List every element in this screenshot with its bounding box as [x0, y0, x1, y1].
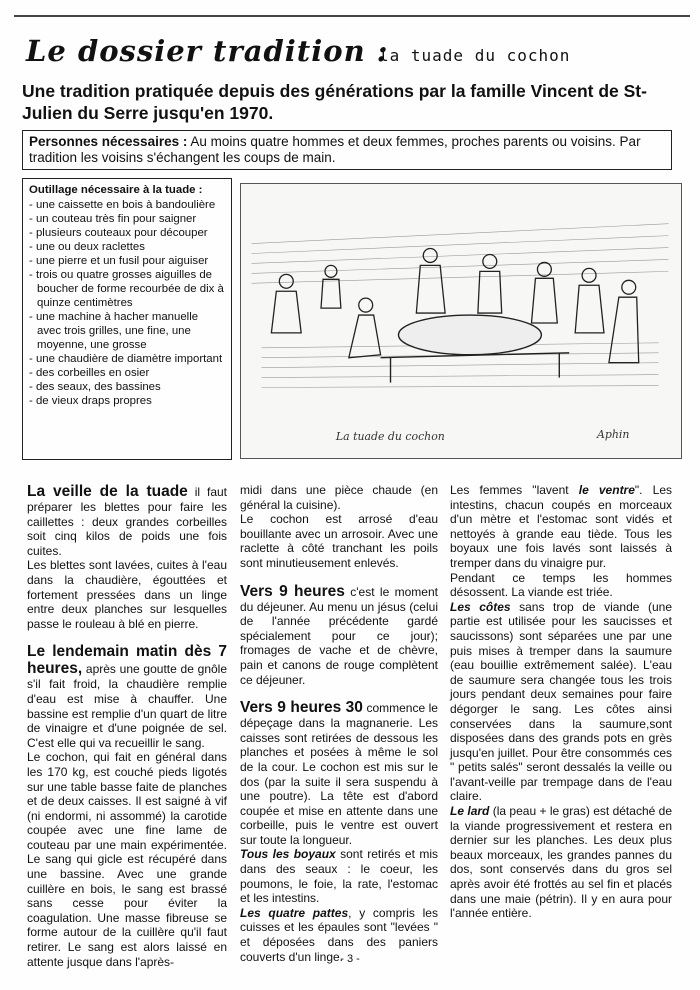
veille-text: il faut préparer les blettes pour faire les caillettes : deux grandes corbeilles soit cinq kilos de poids une fois cuites.: [27, 485, 228, 558]
tool-item: - des seaux, des bassines: [29, 380, 225, 394]
tools-title: Outillage nécessaire à la tuade :: [29, 184, 203, 196]
column-3: [450, 483, 672, 921]
page-number: - 3 -: [340, 953, 360, 965]
pattes-lead: Les quatre pattes: [240, 905, 349, 920]
pattes-text: , y compris les cuisses et les épaules sont "levées " et déposées dans des paniers couverts d'un linge.: [240, 905, 438, 964]
illustration-caption: La tuade du cochon: [335, 430, 445, 444]
dossier-title: Le dossier tradition :: [26, 34, 389, 68]
tool-item: - une ou deux raclettes: [29, 240, 225, 254]
tool-item: - une caissette en bois à bandoulière: [29, 198, 225, 212]
top-rule: [14, 15, 690, 17]
column-2: [240, 483, 438, 964]
lendemain-text: après une goutte de gnôle s'il fait froid, la chaudière remplie d'eau est mise à chauffer. Une bassine est remplie d'un quart de litre de vinaigre et d'une poignée de sel. C'est elle qui va recueillir le sang.: [27, 662, 227, 750]
lendemain-text2: Le cochon, qui fait en général dans les 170 kg, est couché pieds ligotés sur une table basse faite de planches et de deux caisses. Il est saigné à vif (ni endormi, ni assommé) la carotide coupée avec une fine lame de couteau par une main expérimentée. Le sang qui gicle est récupéré dans une bassine. Avec une grande cuillère en bois, le sang est brassé sans cesse pour éviter la coagulation. Une masse fibreuse se forme autour de la cuillère qu'il faut retirer. Le sang est alors laissé en attente jusque dans l'après-: [27, 750, 227, 969]
lard-lead: Le lard: [450, 804, 490, 819]
illustration-pig-slaughter: [240, 183, 682, 459]
tool-item: - plusieurs couteaux pour découper: [29, 226, 225, 240]
cotes-lead: Les côtes: [450, 599, 511, 614]
boyaux-lead: Tous les boyaux: [240, 847, 336, 862]
headline: Une tradition pratiquée depuis des générations par la famille Vincent de St-Julien du Serre jusqu'en 1970.: [22, 81, 647, 123]
h930-text: commence le dépeçage dans la magnanerie. Les caisses sont retirées de dessous les planches et posées à même le sol de la cour. Le cochon est mis sur le dos (par la suite il sera suspendu à une poutre). La tête est d'abord coupée et mise en attente dans une corbeille, puis le ventre est ouvert sur toute la longueur.: [240, 701, 438, 847]
title-row: [22, 34, 682, 74]
persons-text: Au moins quatre hommes et deux femmes, proches parents ou voisins. Par tradition les voisins s'échangent les coups de main.: [29, 134, 641, 165]
tools-box: [22, 178, 232, 460]
h930-lead: Vers 9 heures 30: [240, 699, 363, 717]
illustration-signature: Aphin: [597, 428, 630, 442]
col3-p1a: Les femmes "lavent: [450, 483, 579, 497]
illustration-drawing: [241, 184, 681, 458]
tool-item: - une pierre et un fusil pour aiguiser: [29, 254, 225, 268]
lendemain-lead: Le lendemain matin dès 7 heures,: [27, 643, 227, 678]
lard-text: (la peau + le gras) est détaché de la viande progressivement et restera en dernier sur les planches. Les deux plus beaux morceaux, les grandes pannes du dos, sont conservés dans du gros sel après avoir été frottés au sel fin et placés dans une maie (pétrin). Il y en aura pour l'année entière.: [450, 804, 672, 921]
cotes-text: sans trop de viande (une partie est utilisée pour les saucisses et saucissons) sont séparées une par une puis mises à tremper dans la saumure (eau bouillie extrêmement salée). L'eau de saumure sera changée tous les trois jours pendant deux semaines pour faire dégorger le sang. Les côtes ainsi conservées dans la saumure,sont disposées dans des grands pots en grès jusqu'en juillet. Pour être consommés ces " petits salés" seront dessalés la veille ou l'avant-veille par trempage dans de l'eau claire.: [450, 599, 672, 804]
h9-lead: Vers 9 heures: [240, 582, 345, 600]
veille-text2: Les blettes sont lavées, cuites à l'eau dans la chaudière, égouttées et fortement pressées dans un linge entre deux planches sur lesquelles passe le rouleau à blé en pierre.: [27, 558, 227, 631]
tool-item: - un couteau très fin pour saigner: [29, 212, 225, 226]
column-1: [27, 483, 227, 969]
veille-lead: La veille de la tuade: [27, 483, 188, 500]
h9-text: c'est le moment du déjeuner. Au menu un jésus (celui de l'année précédente gardé spécialement pour ce jour); fromages de vache et de chèvre, pain et canons de rouge complètent ce déjeuner.: [240, 584, 438, 687]
tool-item: - une machine à hacher manuelle avec trois grilles, une fine, une moyenne, une grosse: [29, 310, 225, 352]
col3-p2: Pendant ce temps les hommes désossent. La viande est triée.: [450, 570, 672, 600]
col2-p2: Le cochon est arrosé d'eau bouillante avec un arrosoir. Avec une raclette à côté tranchant les poils sont minutieusement enlevés.: [240, 512, 438, 570]
col2-p1: midi dans une pièce chaude (en général la cuisine).: [240, 483, 438, 512]
tool-item: - de vieux draps propres: [29, 394, 225, 408]
tool-item: - une chaudière de diamètre important: [29, 352, 225, 366]
tool-item: - des corbeilles en osier: [29, 366, 225, 380]
tool-item: - trois ou quatre grosses aiguilles de boucher de forme recourbée de dix à quinze centimètres: [29, 268, 225, 310]
persons-box: [22, 130, 672, 170]
col3-p1c: ". Les intestins, chacun coupés en morceaux d'un mètre et l'estomac sont vidés et nettoyés à grande eau tiède. Tous les boyaux une fois lavés sont laissés à tremper dans du vinaigre pur.: [450, 483, 672, 570]
col3-p1b: le ventre: [578, 483, 635, 497]
persons-label: Personnes nécessaires :: [29, 134, 188, 149]
dossier-subtitle: la tuade du cochon: [379, 46, 571, 65]
tools-list: [29, 198, 225, 408]
boyaux-text: sont retirés et mis dans des seaux : le coeur, les poumons, le foie, la rate, l'estomac et les intestins.: [240, 847, 438, 906]
